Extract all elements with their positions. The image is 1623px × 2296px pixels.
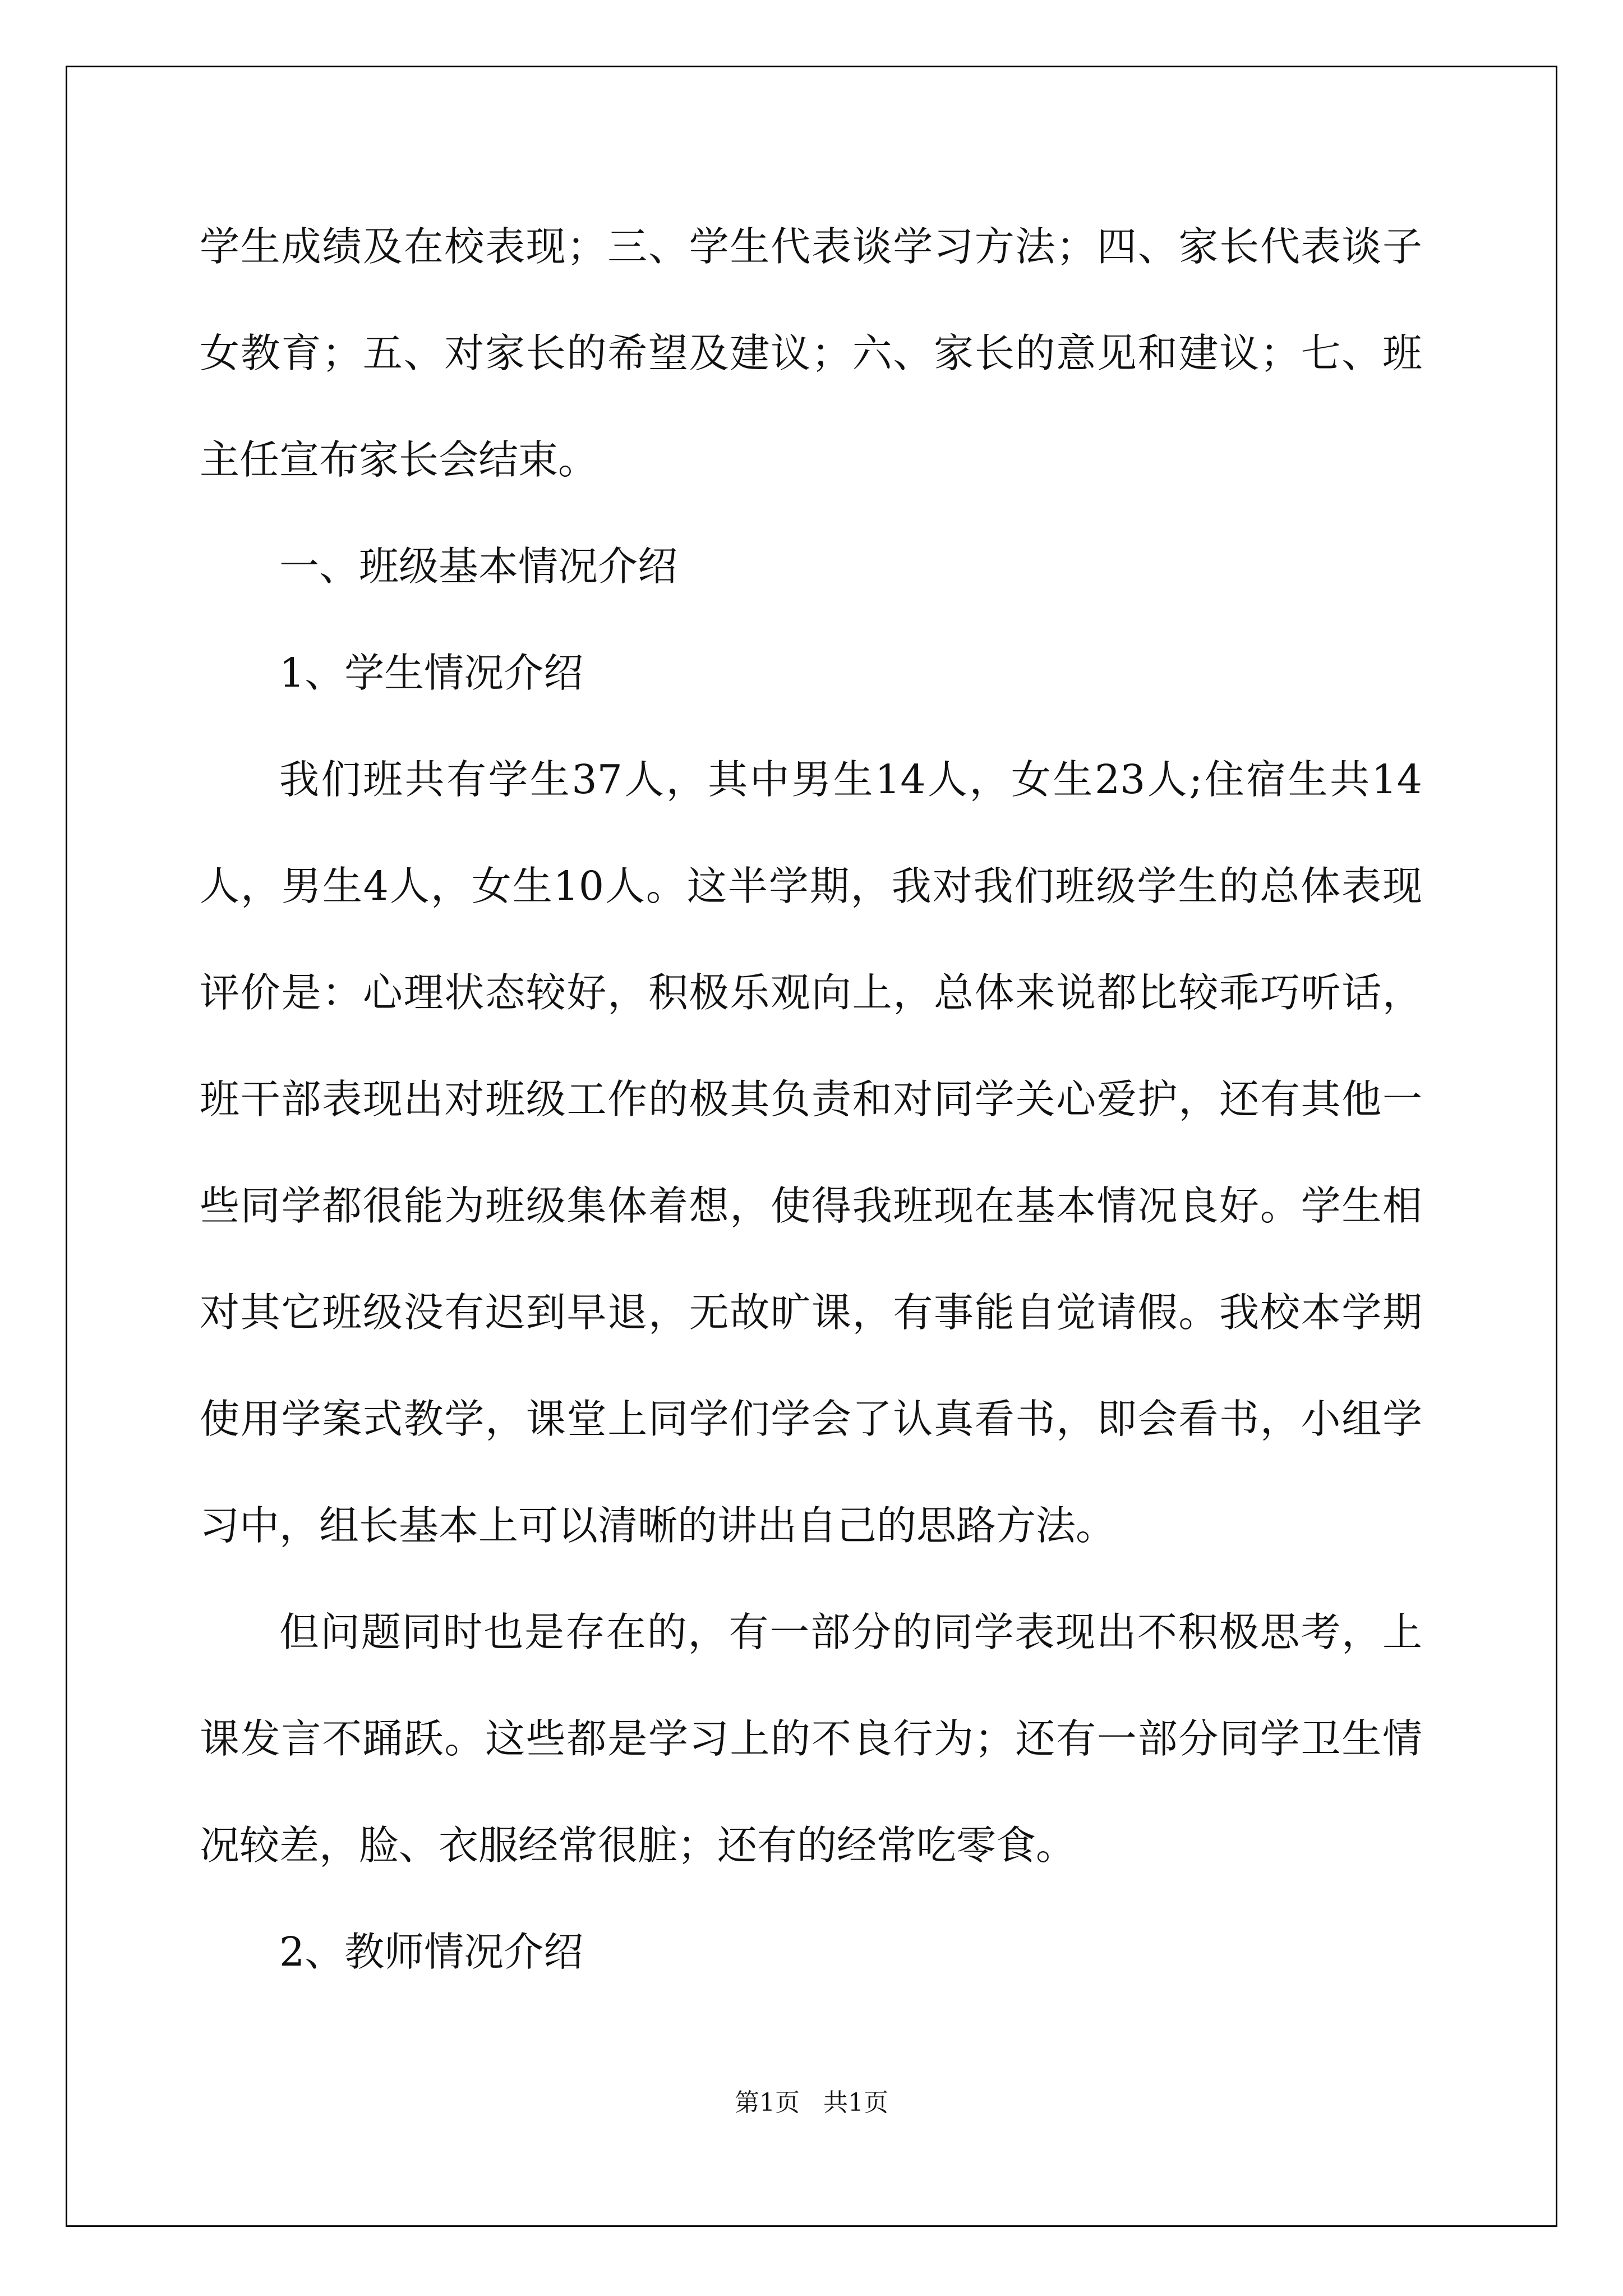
paragraph-problems: 但问题同时也是存在的，有一部分的同学表现出不积极思考，上课发言不踊跃。这些都是学习上的不良行为；还有一部分同学卫生情况较差，脸、衣服经常很脏；还有的经常吃零食。 [200,1609,1422,1869]
page-number-footer: 第1页 共1页 [735,2088,888,2117]
paragraph-continuation: 学生成绩及在校表现；三、学生代表谈学习方法；四、家长代表谈子女教育；五、对家长的希望及建议；六、家长的意见和建议；七、班主任宣布家长会结束。 [200,223,1422,483]
paragraph-student-stats: 我们班共有学生37人，其中男生14人，女生23人;住宿生共14人，男生4人，女生10人。这半学期，我对我们班级学生的总体表现评价是：心理状态较好，积极乐观向上，总体来说都比较乖巧听话，班干部表现出对班级工作的极其负责和对同学关心爱护，还有其他一些同学都很能为班级集体着想，使得我班现在基本情况良好。学生相对其它班级没有迟到早退，无故旷课，有事能自觉请假。我校本学期使用学案式教学，课堂上同学们学会了认真看书，即会看书，小组学习中，组长基本上可以清晰的讲出自己的思路方法。 [200,756,1422,1549]
section-heading-class-overview: 一、班级基本情况介绍 [279,543,678,590]
document-body [200,194,1422,2005]
subheading-teacher-overview: 2、教师情况介绍 [279,1929,584,1975]
subheading-student-overview: 1、学生情况介绍 [279,650,584,696]
